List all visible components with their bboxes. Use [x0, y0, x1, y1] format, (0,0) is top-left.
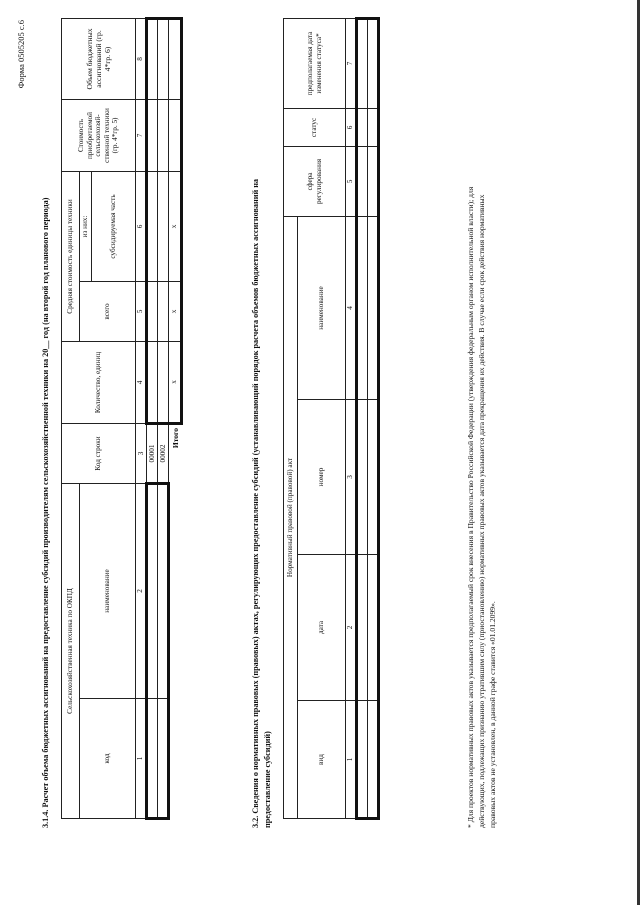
header-status: статус	[284, 108, 346, 146]
cell-naimenovanie[interactable]	[158, 483, 169, 698]
cell-nomer[interactable]	[368, 400, 379, 555]
table-32	[283, 17, 380, 820]
cell-status[interactable]	[357, 108, 368, 146]
col-num-4: 4	[136, 341, 147, 423]
cell-naimenovanie[interactable]	[357, 216, 368, 399]
cell-kod-stroki: 00002	[158, 423, 169, 483]
table-row	[147, 18, 158, 818]
header-act: Нормативный правовой (правовой) акт	[284, 216, 298, 818]
cell-status[interactable]	[368, 108, 379, 146]
footnote-line1: * Для проектов нормативных правовых актов указывается предполагаемый срок внесения в Правительство Российской Федерации (утверждения федеральным органом исполнительной власти); для	[466, 186, 475, 828]
col-num-1: 1	[346, 701, 357, 819]
cell-subsidiruemaya[interactable]	[158, 171, 169, 281]
col-num-8: 8	[136, 18, 147, 99]
header-okpd: Сельскохозяйственная техника по ОКПД	[62, 483, 80, 818]
table-row	[357, 18, 368, 818]
cell-subsidiruemaya[interactable]	[147, 171, 158, 281]
col-num-2: 2	[346, 555, 357, 701]
cell-stoimost[interactable]	[147, 99, 158, 171]
header-kod: код	[80, 699, 136, 819]
header-naimenovanie-act: наименование	[298, 216, 346, 399]
cell-vid[interactable]	[368, 701, 379, 819]
cell-sfera[interactable]	[357, 146, 368, 216]
cell-stoimost[interactable]	[158, 99, 169, 171]
header-data-izm: предполагаемая дата изменения статуса*	[284, 18, 346, 108]
cell-data[interactable]	[357, 555, 368, 701]
col-num-5: 5	[346, 146, 357, 216]
cell-kod[interactable]	[147, 699, 158, 819]
itogo-vsego-x: x	[169, 281, 182, 341]
header-vid: вид	[298, 701, 346, 819]
section-32-title-line2: предоставление субсидий)	[263, 731, 272, 828]
col-num-3: 3	[136, 423, 147, 483]
col-num-7: 7	[346, 18, 357, 108]
cell-kod-stroki: 00001	[147, 423, 158, 483]
cell-sfera[interactable]	[368, 146, 379, 216]
form-code: Форма 0505205 с.6	[16, 20, 26, 89]
cell-vsego[interactable]	[158, 281, 169, 341]
header-stoimost: Стоимость приобретаемой сельскохозяй-ственной техники (гр. 4*гр. 5)	[62, 99, 136, 171]
itogo-stoimost[interactable]	[169, 99, 182, 171]
cell-obem[interactable]	[158, 18, 169, 99]
cell-nomer[interactable]	[357, 400, 368, 555]
header-sfera: сфера регулирования	[284, 146, 346, 216]
cell-data-izm[interactable]	[368, 18, 379, 108]
table-314	[61, 17, 183, 820]
header-srednyaya: Средняя стоимость единицы техники	[62, 171, 80, 341]
cell-obem[interactable]	[147, 18, 158, 99]
header-naimenovanie: наименование	[80, 483, 136, 698]
cell-kolichestvo[interactable]	[158, 341, 169, 423]
footnote-line2: действующих, подлежащих признанию утратившим силу (приостановлению) нормативных правовых актов указывается дата прекращения их действия. В случае если срок действия нормативных	[477, 194, 486, 828]
header-kolichestvo: Количество, единиц	[62, 341, 136, 423]
cell-vsego[interactable]	[147, 281, 158, 341]
header-vsego: всего	[80, 281, 136, 341]
itogo-kolichestvo-x: x	[169, 341, 182, 423]
col-num-4: 4	[346, 216, 357, 399]
itogo-obem[interactable]	[169, 18, 182, 99]
col-num-6: 6	[346, 108, 357, 146]
itogo-row	[169, 18, 182, 818]
cell-naimenovanie[interactable]	[368, 216, 379, 399]
header-kod-stroki: Код строки	[62, 423, 136, 483]
header-obem: Объем бюджетных ассигнований (гр. 4*гр. 6)	[62, 18, 136, 99]
section-314-title: 3.1.4. Расчет объема бюджетных ассигнований на предоставление субсидий производителям сельскохозяйственной техники на 20__ год (на второй год планового периода)	[41, 197, 50, 828]
col-num-3: 3	[346, 400, 357, 555]
cell-data[interactable]	[368, 555, 379, 701]
cell-data-izm[interactable]	[357, 18, 368, 108]
itogo-label: Итого	[171, 427, 181, 449]
table-row	[158, 18, 169, 818]
header-iz-nih: из них:	[80, 171, 92, 281]
footnote-line3: правовых актов не установлен, в данной графе ставится «01.01.2099».	[488, 601, 497, 828]
header-nomer: номер	[298, 400, 346, 555]
cell-vid[interactable]	[357, 701, 368, 819]
cell-naimenovanie[interactable]	[147, 483, 158, 698]
col-num-1: 1	[136, 699, 147, 819]
header-data: дата	[298, 555, 346, 701]
column-number-row	[136, 18, 147, 818]
rotated-content	[15, 20, 625, 880]
section-32-title-line1: 3.2. Сведения о нормативных правовых (правовых) актах, регулирующих предоставление субсидий (устанавливающий порядок расчета объемов бюджетных ассигнований на	[251, 178, 260, 828]
col-num-6: 6	[136, 171, 147, 281]
header-subsidiruemaya: субсидируемая часть	[92, 171, 136, 281]
cell-kolichestvo[interactable]	[147, 341, 158, 423]
col-num-2: 2	[136, 483, 147, 698]
table-row	[368, 18, 379, 818]
cell-kod[interactable]	[158, 699, 169, 819]
col-num-5: 5	[136, 281, 147, 341]
column-number-row	[346, 18, 357, 818]
col-num-7: 7	[136, 99, 147, 171]
itogo-subsidiruemaya-x: x	[169, 171, 182, 281]
